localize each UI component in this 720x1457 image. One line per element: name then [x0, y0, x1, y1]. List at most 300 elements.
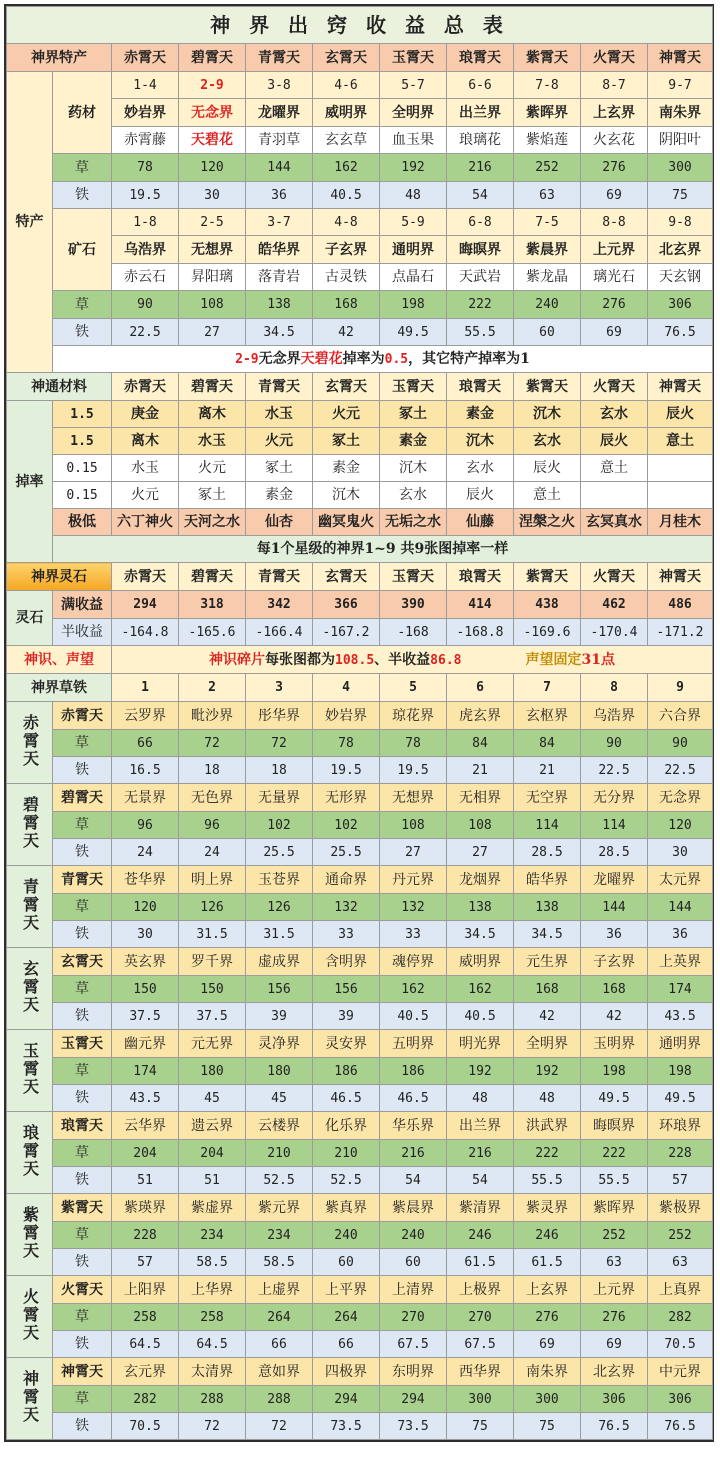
ore-iron-value: 34.5	[246, 319, 313, 346]
world-name: 云罗界	[112, 702, 179, 730]
world-name: 子玄界	[581, 948, 648, 976]
material-item: 玄水	[581, 401, 648, 428]
material-rate: 极低	[53, 509, 112, 536]
iron-value: 19.5	[380, 757, 447, 784]
ore-code: 8-8	[581, 209, 648, 236]
grass-iron-iron-row	[7, 1085, 713, 1112]
realm-name: 玉霄天	[53, 1030, 112, 1058]
realm-header: 碧霄天	[179, 44, 246, 72]
world-name: 无景界	[112, 784, 179, 812]
column-number: 3	[246, 674, 313, 702]
specialty-note	[53, 346, 713, 373]
grass-iron-grass-row	[7, 812, 713, 839]
ore-grass-value: 240	[514, 291, 581, 319]
grass-value: 222	[581, 1140, 648, 1167]
grass-label: 草	[53, 812, 112, 839]
world-name: 龙烟界	[447, 866, 514, 894]
material-item: 沉木	[514, 401, 581, 428]
herb-iron-value: 75	[648, 182, 713, 209]
iron-value: 72	[246, 1413, 313, 1440]
iron-value: 67.5	[380, 1331, 447, 1358]
grass-value: 96	[179, 812, 246, 839]
grass-value: 114	[581, 812, 648, 839]
realm-header: 碧霄天	[179, 373, 246, 401]
ore-iron-value: 27	[179, 319, 246, 346]
spirit-half-value: -167.2	[313, 619, 380, 646]
grass-value: 252	[581, 1222, 648, 1249]
spirit-half-value: -168	[380, 619, 447, 646]
spirit-full-label: 满收益	[53, 591, 112, 619]
realm-name: 赤霄天	[53, 702, 112, 730]
realm-vertical-label	[7, 1276, 53, 1358]
ore-code: 4-8	[313, 209, 380, 236]
world-name: 妙岩界	[313, 702, 380, 730]
iron-value: 54	[380, 1167, 447, 1194]
spirit-header-row	[7, 563, 713, 591]
shenshi-full: 108.5	[335, 652, 375, 668]
iron-value: 70.5	[648, 1331, 713, 1358]
grass-value: 282	[648, 1304, 713, 1331]
ore-item: 古灵铁	[313, 264, 380, 291]
ore-code: 9-8	[648, 209, 713, 236]
iron-value: 39	[313, 1003, 380, 1030]
ore-world-row	[7, 236, 713, 264]
herb-label: 药材	[53, 72, 112, 154]
shenshi-row	[7, 646, 713, 674]
column-number: 1	[112, 674, 179, 702]
iron-label: 铁	[53, 757, 112, 784]
grass-value: 258	[112, 1304, 179, 1331]
shenshi-label: 神识、声望	[7, 646, 112, 674]
column-number: 2	[179, 674, 246, 702]
iron-value: 16.5	[112, 757, 179, 784]
iron-value: 76.5	[648, 1413, 713, 1440]
fame-value: 31点	[581, 651, 615, 668]
herb-code: 3-8	[246, 72, 313, 99]
iron-value: 37.5	[112, 1003, 179, 1030]
material-item: 冢土	[179, 482, 246, 509]
grass-label: 草	[53, 1140, 112, 1167]
spirit-half-value: -169.6	[514, 619, 581, 646]
spirit-full-value: 318	[179, 591, 246, 619]
material-group-label: 掉率	[7, 401, 53, 563]
ore-iron-value: 69	[581, 319, 648, 346]
grass-value: 72	[179, 730, 246, 757]
grass-value: 264	[246, 1304, 313, 1331]
grass-value: 186	[380, 1058, 447, 1085]
material-item: 辰火	[648, 401, 713, 428]
realm-header: 神霄天	[648, 373, 713, 401]
realm-vertical-label	[7, 948, 53, 1030]
grass-value: 210	[246, 1140, 313, 1167]
herb-code: 6-6	[447, 72, 514, 99]
herb-item: 火玄花	[581, 127, 648, 154]
spirit-half-value: -168.8	[447, 619, 514, 646]
realm-header: 紫霄天	[514, 373, 581, 401]
ore-world: 无想界	[179, 236, 246, 264]
world-name: 紫晨界	[380, 1194, 447, 1222]
material-item	[648, 455, 713, 482]
grass-iron-grass-row	[7, 976, 713, 1003]
realm-header: 琅霄天	[447, 563, 514, 591]
grass-value: 156	[246, 976, 313, 1003]
ore-grass-value: 198	[380, 291, 447, 319]
grass-iron-header-row	[7, 674, 713, 702]
material-item: 离木	[112, 428, 179, 455]
iron-value: 42	[581, 1003, 648, 1030]
grass-value: 300	[447, 1386, 514, 1413]
iron-value: 28.5	[514, 839, 581, 866]
world-name: 紫极界	[648, 1194, 713, 1222]
grass-value: 222	[514, 1140, 581, 1167]
material-item	[581, 482, 648, 509]
spirit-half-value: -170.4	[581, 619, 648, 646]
herb-world: 威明界	[313, 99, 380, 127]
ore-world: 子玄界	[313, 236, 380, 264]
grass-iron-grass-row	[7, 1386, 713, 1413]
ore-iron-value: 76.5	[648, 319, 713, 346]
world-name: 紫晖界	[581, 1194, 648, 1222]
grass-value: 306	[648, 1386, 713, 1413]
spirit-half-label: 半收益	[53, 619, 112, 646]
realm-header: 玉霄天	[380, 44, 447, 72]
world-name: 虎玄界	[447, 702, 514, 730]
grass-label: 草	[53, 976, 112, 1003]
material-item: 辰火	[514, 455, 581, 482]
herb-grass-value: 120	[179, 154, 246, 182]
grass-iron-grass-row	[7, 1058, 713, 1085]
realm-header: 玄霄天	[313, 373, 380, 401]
realm-name: 青霄天	[53, 866, 112, 894]
world-name: 彤华界	[246, 702, 313, 730]
iron-value: 52.5	[313, 1167, 380, 1194]
ore-grass-value: 306	[648, 291, 713, 319]
material-item: 意土	[514, 482, 581, 509]
grass-value: 246	[514, 1222, 581, 1249]
note-text-2: ，其它特产掉率为1	[408, 351, 530, 367]
herb-item: 赤霄藤	[112, 127, 179, 154]
spirit-half-value: -165.6	[179, 619, 246, 646]
material-item: 水玉	[246, 401, 313, 428]
ore-item-row	[7, 264, 713, 291]
iron-value: 48	[447, 1085, 514, 1112]
iron-value: 60	[313, 1249, 380, 1276]
grass-value: 120	[648, 812, 713, 839]
material-item	[648, 482, 713, 509]
specialty-group-label: 特产	[7, 72, 53, 373]
world-name: 龙曜界	[581, 866, 648, 894]
herb-iron-value: 40.5	[313, 182, 380, 209]
ore-grass-label: 草	[53, 291, 112, 319]
ore-item: 紫龙晶	[514, 264, 581, 291]
grass-value: 294	[380, 1386, 447, 1413]
grass-value: 114	[514, 812, 581, 839]
iron-value: 22.5	[581, 757, 648, 784]
grass-value: 78	[313, 730, 380, 757]
world-name: 洪武界	[514, 1112, 581, 1140]
grass-label: 草	[53, 1058, 112, 1085]
world-name: 西华界	[447, 1358, 514, 1386]
iron-value: 67.5	[447, 1331, 514, 1358]
iron-value: 55.5	[514, 1167, 581, 1194]
spirit-full-value: 438	[514, 591, 581, 619]
herb-iron-row	[7, 182, 713, 209]
grass-value: 198	[581, 1058, 648, 1085]
herb-iron-value: 48	[380, 182, 447, 209]
material-note: 每1个星级的神界1~9 共9张图掉率一样	[53, 536, 713, 563]
ore-code: 5-9	[380, 209, 447, 236]
world-name: 紫瑛界	[112, 1194, 179, 1222]
world-name: 上阳界	[112, 1276, 179, 1304]
iron-value: 30	[112, 921, 179, 948]
spirit-full-value: 390	[380, 591, 447, 619]
world-name: 全明界	[514, 1030, 581, 1058]
world-name: 五明界	[380, 1030, 447, 1058]
realm-header: 赤霄天	[112, 563, 179, 591]
grass-value: 138	[447, 894, 514, 921]
ore-iron-value: 60	[514, 319, 581, 346]
world-name: 北玄界	[581, 1358, 648, 1386]
material-note-row	[7, 536, 713, 563]
grass-value: 234	[179, 1222, 246, 1249]
grass-iron-world-row	[7, 1358, 713, 1386]
material-item: 火元	[112, 482, 179, 509]
world-name: 东明界	[380, 1358, 447, 1386]
grass-value: 186	[313, 1058, 380, 1085]
iron-value: 43.5	[648, 1003, 713, 1030]
iron-value: 58.5	[179, 1249, 246, 1276]
herb-item: 阴阳叶	[648, 127, 713, 154]
shenshi-half: 86.8	[430, 652, 462, 668]
material-item: 仙杏	[246, 509, 313, 536]
ore-iron-value: 55.5	[447, 319, 514, 346]
world-name: 上清界	[380, 1276, 447, 1304]
ore-grass-value: 108	[179, 291, 246, 319]
spirit-full-value: 414	[447, 591, 514, 619]
grass-value: 276	[581, 1304, 648, 1331]
grass-value: 270	[380, 1304, 447, 1331]
material-item: 幽冥鬼火	[313, 509, 380, 536]
world-name: 上虚界	[246, 1276, 313, 1304]
world-name: 威明界	[447, 948, 514, 976]
grass-value: 264	[313, 1304, 380, 1331]
iron-value: 49.5	[648, 1085, 713, 1112]
grass-value: 84	[514, 730, 581, 757]
ore-code: 2-5	[179, 209, 246, 236]
iron-value: 54	[447, 1167, 514, 1194]
grass-iron-iron-row	[7, 1331, 713, 1358]
grass-iron-grass-row	[7, 1222, 713, 1249]
section-header-grass-iron: 神界草铁	[7, 674, 112, 702]
realm-header: 神霄天	[648, 563, 713, 591]
world-name: 无念界	[648, 784, 713, 812]
iron-value: 36	[648, 921, 713, 948]
herb-code: 8-7	[581, 72, 648, 99]
ore-grass-value: 90	[112, 291, 179, 319]
grass-value: 204	[112, 1140, 179, 1167]
realm-header: 青霄天	[246, 44, 313, 72]
world-name: 英玄界	[112, 948, 179, 976]
ore-label: 矿石	[53, 209, 112, 291]
shenshi-fragment: 神识碎片	[209, 651, 266, 668]
iron-label: 铁	[53, 1413, 112, 1440]
grass-value: 198	[648, 1058, 713, 1085]
material-row	[7, 482, 713, 509]
grass-value: 252	[648, 1222, 713, 1249]
iron-value: 49.5	[581, 1085, 648, 1112]
iron-value: 73.5	[313, 1413, 380, 1440]
iron-value: 21	[447, 757, 514, 784]
iron-value: 64.5	[112, 1331, 179, 1358]
iron-value: 28.5	[581, 839, 648, 866]
material-item: 火元	[246, 428, 313, 455]
material-item: 玄冥真水	[581, 509, 648, 536]
ore-world: 紫晨界	[514, 236, 581, 264]
iron-value: 21	[514, 757, 581, 784]
ore-grass-value: 222	[447, 291, 514, 319]
world-name: 灵安界	[313, 1030, 380, 1058]
herb-item: 天碧花	[179, 127, 246, 154]
spirit-half-value: -164.8	[112, 619, 179, 646]
iron-value: 75	[514, 1413, 581, 1440]
world-name: 环琅界	[648, 1112, 713, 1140]
grass-iron-world-row	[7, 1194, 713, 1222]
herb-iron-value: 19.5	[112, 182, 179, 209]
herb-item: 紫焰莲	[514, 127, 581, 154]
herb-item: 青羽草	[246, 127, 313, 154]
world-name: 无形界	[313, 784, 380, 812]
material-item: 素金	[246, 482, 313, 509]
ore-item: 昇阳璃	[179, 264, 246, 291]
iron-value: 60	[380, 1249, 447, 1276]
spirit-full-value: 486	[648, 591, 713, 619]
iron-value: 25.5	[313, 839, 380, 866]
realm-header: 火霄天	[581, 563, 648, 591]
iron-value: 75	[447, 1413, 514, 1440]
herb-world: 出兰界	[447, 99, 514, 127]
herb-code: 9-7	[648, 72, 713, 99]
realm-header: 玄霄天	[313, 44, 380, 72]
grass-value: 132	[313, 894, 380, 921]
realm-vertical-label	[7, 1030, 53, 1112]
world-name: 南朱界	[514, 1358, 581, 1386]
world-name: 云华界	[112, 1112, 179, 1140]
ore-iron-value: 22.5	[112, 319, 179, 346]
world-name: 通命界	[313, 866, 380, 894]
grass-iron-grass-row	[7, 1304, 713, 1331]
herb-code-row	[7, 72, 713, 99]
iron-value: 61.5	[514, 1249, 581, 1276]
grass-value: 228	[648, 1140, 713, 1167]
grass-value: 306	[581, 1386, 648, 1413]
world-name: 遗云界	[179, 1112, 246, 1140]
iron-value: 30	[648, 839, 713, 866]
shenshi-text: 每张图都为	[265, 651, 336, 668]
realm-header: 玉霄天	[380, 563, 447, 591]
ore-grass-value: 138	[246, 291, 313, 319]
iron-value: 76.5	[581, 1413, 648, 1440]
ore-world: 通明界	[380, 236, 447, 264]
iron-value: 66	[246, 1331, 313, 1358]
grass-iron-iron-row	[7, 1249, 713, 1276]
grass-value: 276	[514, 1304, 581, 1331]
material-item: 沉木	[447, 428, 514, 455]
grass-value: 288	[246, 1386, 313, 1413]
material-item: 庚金	[112, 401, 179, 428]
ore-code: 1-8	[112, 209, 179, 236]
grass-value: 234	[246, 1222, 313, 1249]
material-item: 冢土	[246, 455, 313, 482]
spirit-full-value: 342	[246, 591, 313, 619]
world-name: 毗沙界	[179, 702, 246, 730]
grass-value: 168	[581, 976, 648, 1003]
grass-value: 216	[447, 1140, 514, 1167]
iron-value: 69	[581, 1331, 648, 1358]
world-name: 明上界	[179, 866, 246, 894]
grass-value: 96	[112, 812, 179, 839]
grass-value: 204	[179, 1140, 246, 1167]
spirit-half-value: -171.2	[648, 619, 713, 646]
material-item: 辰火	[581, 428, 648, 455]
realm-vertical-text: 琅霄天	[20, 1124, 40, 1178]
realm-header: 青霄天	[246, 563, 313, 591]
realm-vertical-label	[7, 702, 53, 784]
world-name: 通明界	[648, 1030, 713, 1058]
herb-item: 玄玄草	[313, 127, 380, 154]
grass-value: 102	[246, 812, 313, 839]
herb-grass-value: 252	[514, 154, 581, 182]
iron-value: 40.5	[447, 1003, 514, 1030]
world-name: 乌浩界	[581, 702, 648, 730]
herb-code: 2-9	[179, 72, 246, 99]
realm-vertical-text: 火霄天	[20, 1288, 40, 1342]
world-name: 出兰界	[447, 1112, 514, 1140]
iron-value: 61.5	[447, 1249, 514, 1276]
realm-name: 火霄天	[53, 1276, 112, 1304]
realm-vertical-text: 碧霄天	[20, 796, 40, 850]
spirit-full-value: 366	[313, 591, 380, 619]
grass-iron-iron-row	[7, 1167, 713, 1194]
realm-vertical-label	[7, 1112, 53, 1194]
world-name: 元生界	[514, 948, 581, 976]
material-item: 天河之水	[179, 509, 246, 536]
ore-item: 天武岩	[447, 264, 514, 291]
iron-value: 58.5	[246, 1249, 313, 1276]
grass-iron-world-row	[7, 784, 713, 812]
herb-world: 紫晖界	[514, 99, 581, 127]
iron-value: 45	[246, 1085, 313, 1112]
grass-value: 258	[179, 1304, 246, 1331]
iron-value: 24	[179, 839, 246, 866]
grass-iron-world-row	[7, 702, 713, 730]
realm-header: 神霄天	[648, 44, 713, 72]
realm-header: 赤霄天	[112, 373, 179, 401]
material-item: 涅槃之火	[514, 509, 581, 536]
realm-header: 紫霄天	[514, 44, 581, 72]
iron-label: 铁	[53, 1331, 112, 1358]
grass-label: 草	[53, 1304, 112, 1331]
page-title: 神 界 出 窍 收 益 总 表	[7, 7, 713, 44]
material-item: 六丁神火	[112, 509, 179, 536]
world-name: 云楼界	[246, 1112, 313, 1140]
realm-header: 火霄天	[581, 373, 648, 401]
grass-value: 108	[447, 812, 514, 839]
grass-label: 草	[53, 730, 112, 757]
herb-item-row	[7, 127, 713, 154]
material-item: 素金	[447, 401, 514, 428]
spirit-full-value: 462	[581, 591, 648, 619]
herb-iron-label: 铁	[53, 182, 112, 209]
